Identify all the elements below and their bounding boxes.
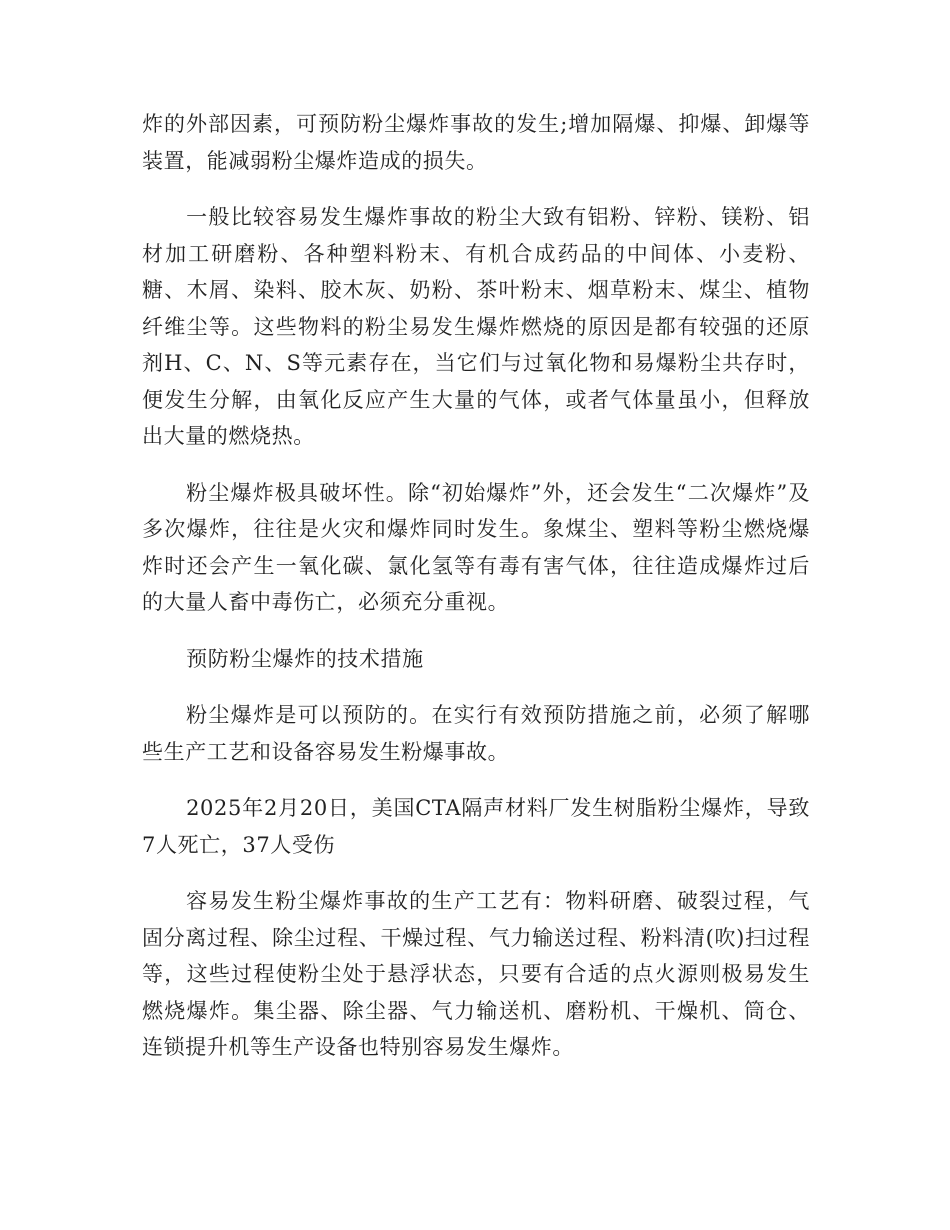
paragraph-incident: 2025年2月20日，美国CTA隔声材料厂发生树脂粉尘爆炸，导致7人死亡，37人受伤	[142, 796, 810, 857]
document-body	[142, 106, 810, 1086]
paragraph-continuation: 炸的外部因素，可预防粉尘爆炸事故的发生;增加隔爆、抑爆、卸爆等装置，能减弱粉尘爆炸造成的损失。	[142, 112, 810, 173]
paragraph-preventable: 粉尘爆炸是可以预防的。在实行有效预防措施之前，必须了解哪些生产工艺和设备容易发生粉爆事故。	[142, 703, 810, 764]
section-heading-prevention: 预防粉尘爆炸的技术措施	[186, 646, 424, 671]
paragraph-processes: 容易发生粉尘爆炸事故的生产工艺有：物料研磨、破裂过程，气固分离过程、除尘过程、干燥过程、气力输送过程、粉料清(吹)扫过程等，这些过程使粉尘处于悬浮状态，只要有合适的点火源则极易发生燃烧爆炸。集尘器、除尘器、气力输送机、磨粉机、干燥机、筒仓、连锁提升机等生产设备也特别容易发生爆炸。	[142, 889, 810, 1059]
paragraph-dust-types: 一般比较容易发生爆炸事故的粉尘大致有铝粉、锌粉、镁粉、铝材加工研磨粉、各种塑料粉末、有机合成药品的中间体、小麦粉、糖、木屑、染料、胶木灰、奶粉、茶叶粉末、烟草粉末、煤尘、植物纤维尘等。这些物料的粉尘易发生爆炸燃烧的原因是都有较强的还原剂H、C、N、S等元素存在，当它们与过氧化物和易爆粉尘共存时，便发生分解，由氧化反应产生大量的气体，或者气体量虽小，但释放出大量的燃烧热。	[142, 205, 810, 448]
paragraph-destructiveness: 粉尘爆炸极具破坏性。除“初始爆炸”外，还会发生“二次爆炸”及多次爆炸，往往是火灾和爆炸同时发生。象煤尘、塑料等粉尘燃烧爆炸时还会产生一氧化碳、氯化氢等有毒有害气体，往往造成爆炸过后的大量人畜中毒伤亡，必须充分重视。	[142, 480, 810, 614]
